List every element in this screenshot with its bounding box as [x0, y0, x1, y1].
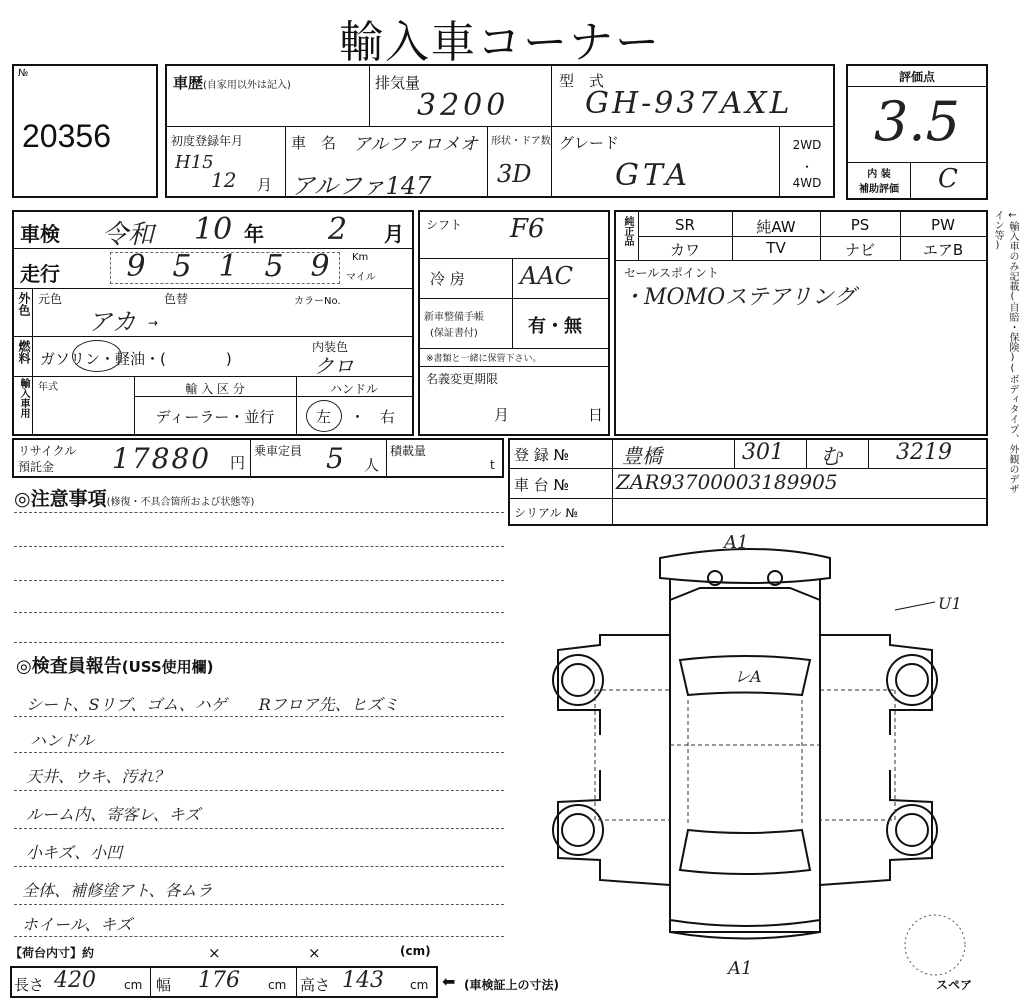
handle-right: 右 — [380, 408, 396, 426]
interior-color: クロ — [314, 354, 354, 378]
vehicle-info-grid — [165, 64, 835, 198]
exterior-label: 外色 — [17, 292, 31, 316]
drive-4wd: 4WD — [792, 176, 822, 190]
serial-label: シリアル № — [514, 506, 578, 520]
cargo-x2: × — [308, 944, 321, 962]
report-line: ハンドル — [30, 731, 95, 750]
report-line: 全体、補修塗アト、各ムラ — [22, 881, 213, 900]
lot-number: 20356 — [22, 118, 111, 154]
recycle-row — [12, 438, 504, 478]
equip-aw: 純AW — [756, 218, 796, 236]
inspection-month: 2 — [328, 212, 348, 247]
sales-point-value: ・MOMOステアリング — [622, 285, 856, 310]
car-diagram — [540, 540, 990, 960]
dimensions-note: (車検証上の寸法) — [464, 978, 559, 992]
history-label: 車歴 — [173, 74, 204, 92]
handle-left: 左 — [316, 408, 332, 426]
registration-class: 301 — [742, 440, 784, 465]
drive-2wd: 2WD — [792, 138, 822, 152]
car-maker: アルファロメオ — [353, 134, 478, 155]
report-line: 天井、ウキ、汚れ？ — [26, 767, 170, 786]
manual-sub: (保証書付) — [430, 328, 478, 339]
reg-month: 12 — [211, 168, 237, 192]
car-name: アルファ147 — [291, 172, 432, 200]
detail-grid — [12, 210, 414, 436]
inspection-month-unit: 月 — [384, 222, 404, 246]
manual-value: 有・無 — [528, 316, 582, 337]
mileage-digit: 9 — [126, 249, 146, 284]
cargo-unit: (cm) — [400, 944, 431, 958]
report-line: ホイール、キズ — [22, 915, 133, 934]
width-label: 幅 — [156, 976, 172, 994]
equipment-grid — [614, 210, 988, 436]
equip-tv: TV — [766, 239, 786, 257]
dimensions-arrow-icon: ⬅ — [442, 972, 456, 991]
middle-grid — [418, 210, 610, 436]
height-value: 143 — [342, 968, 384, 993]
rear-window — [680, 830, 810, 874]
manual-label: 新車整備手帳 — [424, 312, 484, 323]
length-value: 420 — [54, 968, 96, 993]
page-title: 輸入車コーナー — [339, 17, 661, 68]
mileage-unit-mile: マイル — [346, 272, 376, 283]
model-label: 型 式 — [559, 72, 605, 90]
owner-change-day: 日 — [588, 406, 604, 424]
diagram-roof-mark: レA — [734, 667, 762, 686]
body-value: 3D — [497, 160, 532, 188]
equip-pw: PW — [931, 216, 955, 234]
sales-point-label: セールスポイント — [624, 266, 719, 280]
registration-number: 3219 — [896, 440, 952, 465]
width-value: 176 — [198, 968, 240, 993]
registration-label: 登 録 № — [514, 446, 570, 464]
ac-value: AAC — [520, 262, 574, 290]
history-note: (自家用以外は記入) — [203, 80, 291, 91]
import-type-options: ディーラー・並行 — [155, 408, 275, 426]
load-label: 積載量 — [390, 444, 427, 458]
rear-bumper — [670, 920, 820, 939]
mileage-digit: 5 — [264, 249, 284, 284]
reg-era: H15 — [175, 152, 214, 173]
mileage-label: 走行 — [20, 262, 60, 286]
report-line: ルーム内、寄客レ、キズ — [26, 805, 201, 824]
car-name-label: 車 名 — [291, 134, 337, 152]
chassis-label: 車 台 № — [514, 476, 570, 494]
recycle-value: 17880 — [112, 442, 212, 475]
mileage-digit: 5 — [172, 249, 192, 284]
inspection-year-unit: 年 — [244, 222, 264, 246]
inspection-era: 令和 — [102, 220, 155, 250]
import-label: 輸入車用 — [18, 378, 29, 418]
reg-date-label: 初度登録年月 — [171, 134, 244, 148]
height-label: 高さ — [300, 976, 331, 994]
notes-title: ◎注意事項 — [14, 488, 107, 510]
equipment-label: 純正品 — [622, 216, 633, 246]
load-unit: t — [490, 458, 495, 472]
fuel-label: 燃料 — [17, 340, 31, 364]
inspection-label: 車検 — [20, 222, 60, 246]
manual-note: ※書類と一緒に保管下さい。 — [426, 354, 542, 364]
grade-label: グレード — [559, 134, 620, 152]
mileage-digits — [110, 249, 340, 284]
equip-airbag: エアB — [922, 241, 964, 259]
dimensions-row — [10, 966, 438, 998]
shift-value: F6 — [510, 214, 545, 244]
shift-label: シフト — [426, 218, 463, 232]
side-note: ←輸入車のみ記載(自賠・保険)(ボディタイプ、外観のデザイン等) — [992, 210, 1018, 494]
mileage-digit: 1 — [218, 249, 238, 284]
registration-kana: む — [820, 445, 843, 470]
inspector-heading — [16, 652, 214, 678]
fuel-options: ガソリン・軽油・( ) — [40, 350, 232, 368]
interior-color-label: 内装色 — [312, 340, 349, 354]
orig-color: アカ — [88, 308, 136, 336]
interior-score-value: C — [938, 164, 958, 194]
diagram-rear-mark: A1 — [728, 958, 753, 979]
recycle-label: リサイクル — [18, 444, 77, 458]
length-label: 長さ — [14, 976, 45, 994]
fuel-selected-circle — [72, 340, 122, 372]
inspector-title: ◎検査員報告 — [16, 656, 122, 677]
notes-sub: (修復・不具合箇所および状態等) — [106, 497, 255, 508]
spare-tire — [905, 915, 965, 975]
equip-sr: SR — [675, 216, 695, 234]
report-line: シート、Sリブ、ゴム、ハゲ Rフロア先、ヒズミ — [26, 695, 399, 714]
cargo-x1: × — [208, 944, 221, 962]
repaint-arrow: → — [148, 316, 159, 330]
ac-label: 冷 房 — [430, 270, 465, 288]
inspector-sub: (USS使用欄) — [121, 658, 214, 676]
displacement-value: 3200 — [417, 88, 510, 123]
capacity-unit: 人 — [364, 456, 380, 474]
interior-score-label: 内 装 — [867, 169, 891, 180]
capacity-label: 乗車定員 — [254, 444, 303, 458]
car-body — [670, 580, 820, 932]
notes-heading — [14, 484, 254, 511]
lot-box — [12, 64, 158, 198]
front-bumper — [660, 549, 830, 583]
mileage-digit: 9 — [310, 249, 330, 284]
report-line: 小キズ、小凹 — [26, 843, 123, 862]
capacity-value: 5 — [326, 442, 344, 475]
chassis-value: ZAR93700003189905 — [616, 470, 838, 494]
model-value: GH-937AXL — [585, 86, 793, 121]
grade-value: GTA — [615, 158, 691, 193]
drive-dot: ・ — [800, 160, 813, 174]
registration-grid — [508, 438, 988, 526]
handle-selected-circle — [306, 400, 342, 432]
registration-place: 豊橋 — [622, 444, 662, 468]
score-box — [846, 64, 988, 200]
equip-leather: カワ — [669, 241, 700, 259]
equip-navi: ナビ — [844, 241, 875, 259]
score-value: 3.5 — [874, 90, 960, 153]
lot-label: № — [18, 68, 29, 79]
mileage-unit-km: Km — [352, 252, 369, 263]
color-no-label: カラーNo. — [294, 296, 341, 307]
recycle-label-2: 預託金 — [18, 460, 55, 474]
repaint-label: 色替 — [164, 292, 189, 306]
recycle-unit: 円 — [230, 454, 246, 472]
score-label: 評価点 — [898, 70, 935, 84]
cargo-label: 【荷台内寸】約 — [10, 946, 95, 960]
height-unit: cm — [410, 978, 429, 992]
equip-ps: PS — [850, 216, 870, 234]
diagram-front-mark: A1 — [724, 532, 749, 553]
displacement-label: 排気量 — [375, 74, 421, 92]
owner-change-month: 月 — [494, 406, 510, 424]
owner-change-label: 名義変更期限 — [426, 372, 499, 386]
import-type-label: 輸 入 区 分 — [185, 382, 245, 396]
interior-score-sub: 補助評価 — [859, 184, 899, 195]
inspection-year: 10 — [194, 212, 233, 247]
spare-label: スペア — [936, 978, 973, 992]
width-unit: cm — [268, 978, 287, 992]
body-label: 形状・ドア数 — [491, 136, 551, 147]
reg-month-unit: 月 — [257, 176, 273, 194]
import-year-label: 年式 — [38, 382, 58, 393]
orig-color-label: 元色 — [38, 292, 63, 306]
handle-dot: ・ — [350, 408, 366, 426]
length-unit: cm — [124, 978, 143, 992]
handle-label: ハンドル — [329, 382, 378, 396]
diagram-side-mark: U1 — [938, 594, 962, 613]
